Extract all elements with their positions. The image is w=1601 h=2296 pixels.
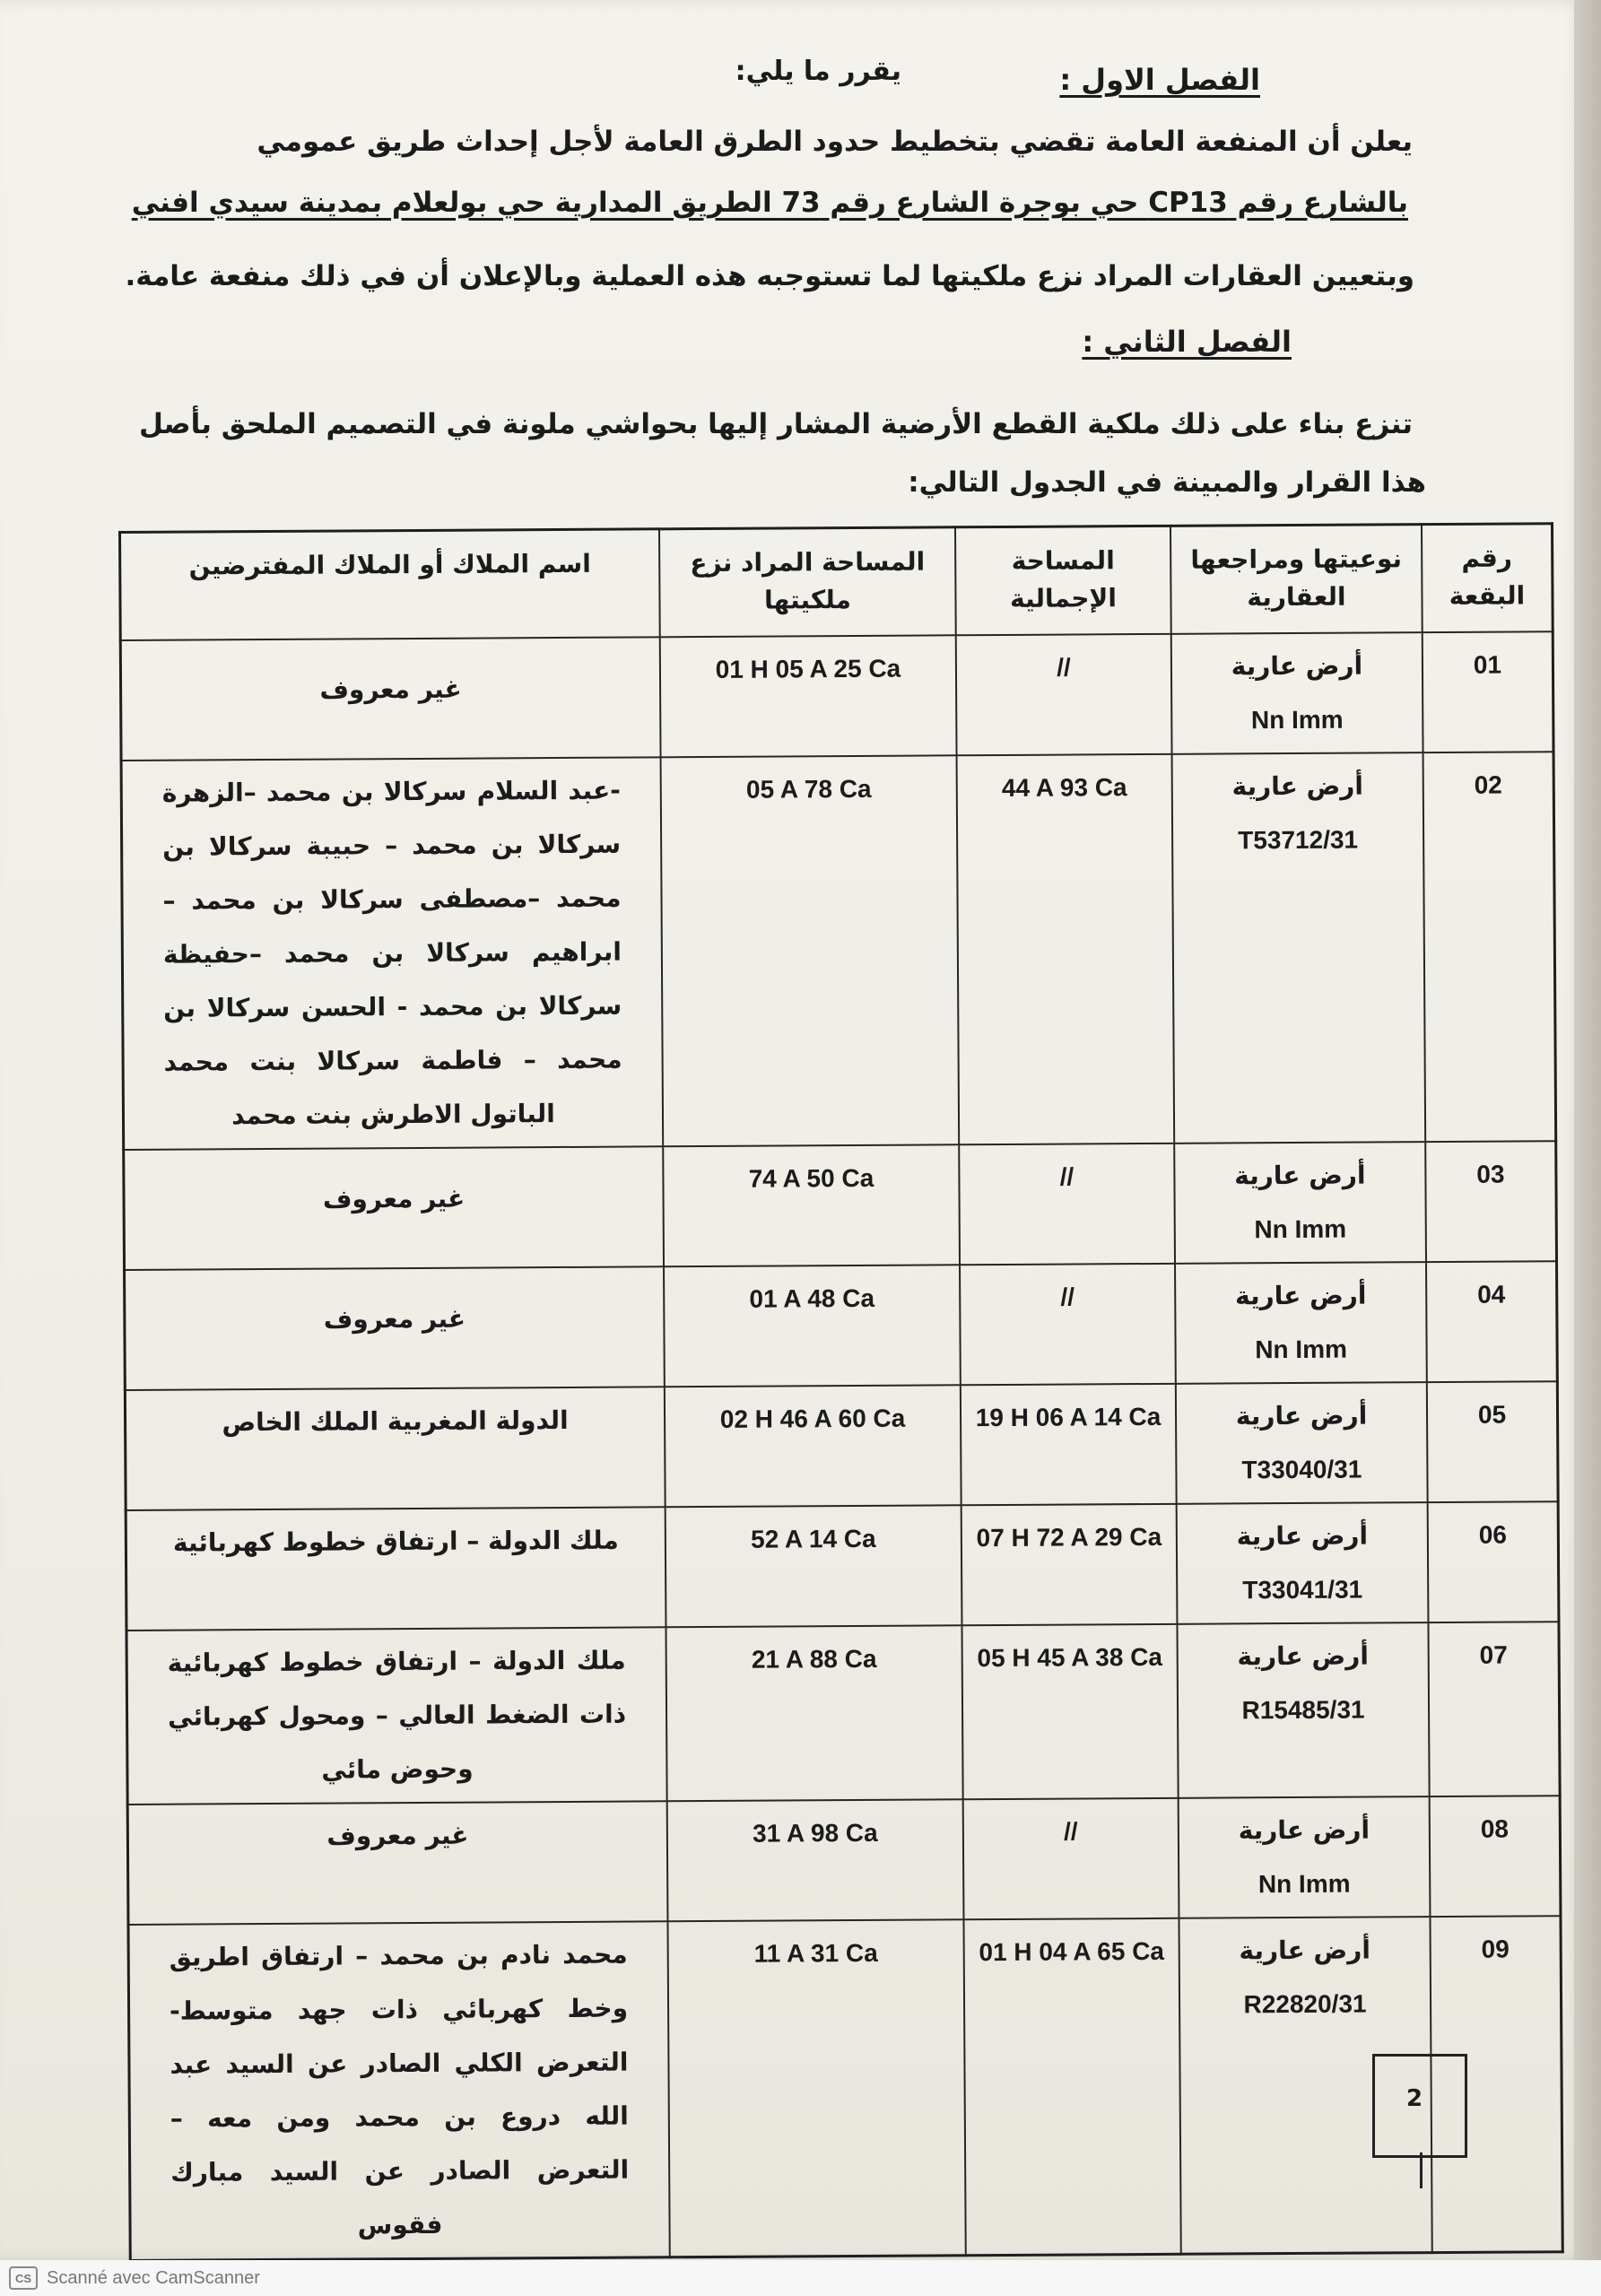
parcel-type: أرض عارية [1231,770,1364,801]
page-number: 2 [1406,2085,1423,2112]
parcel-type: أرض عارية [1234,1160,1366,1190]
parcel-reference: Nn Imm [1257,1869,1351,1898]
page-edge-shadow [1574,0,1601,2296]
parcel-expropriated-area: 31 A 98 Ca [667,1799,964,1921]
table-row [128,1916,1562,2260]
parcel-owner [128,1921,670,2260]
parcel-expropriated-area: 21 A 88 Ca [666,1625,962,1801]
parcel-type: أرض عارية [1237,1640,1369,1671]
parcel-total-area: 05 H 45 A 38 Ca [961,1623,1178,1798]
parcel-owner [127,1801,667,1925]
parcel-type-cell [1177,1502,1429,1624]
parcel-number: 06 [1428,1501,1559,1622]
parcel-reference: T53712/31 [1238,825,1359,854]
parcel-type: أرض عارية [1235,1400,1368,1431]
parcel-reference: Nn Imm [1254,1214,1347,1243]
parcels-table [118,522,1564,2261]
chapter2-line1: تنزع بناء على ذلك ملكية القطع الأرضية المشار إليها بحواشي ملونة في التصميم الملحق بأصل [139,408,1413,440]
parcel-owner [125,1387,665,1510]
parcel-owner-text: غير معروف [322,1183,466,1214]
parcel-type-cell [1171,632,1423,754]
parcel-reference: Nn Imm [1250,705,1344,734]
parcel-number: 08 [1430,1796,1561,1917]
parcel-expropriated-area: 02 H 46 A 60 Ca [665,1385,961,1507]
header-type-reference: نوعيتها ومراجعها العقارية [1170,525,1423,634]
parcel-owner [126,1507,666,1631]
page-number-tick [1420,2152,1423,2188]
chapter1-line2: بالشارع رقم CP13 حي بوجرة الشارع رقم 73 الطريق المدارية حي بولعلام بمدينة سيدي افني [131,187,1408,219]
header-owners: اسم الملاك أو الملاك المفترضين [120,529,660,640]
header-parcel-number: رقم البقعة [1422,524,1553,632]
parcel-owner [121,757,663,1150]
parcel-type-cell [1177,1622,1429,1798]
parcel-reference: T33041/31 [1242,1575,1363,1604]
table-row [120,631,1553,761]
table-row [126,1501,1559,1631]
chapter2-heading: الفصل الثاني : [1082,325,1292,359]
parcel-total-area: // [959,1143,1175,1264]
parcel-number: 01 [1423,631,1553,752]
table-header-row [120,524,1553,640]
parcel-owner [124,1146,664,1270]
parcel-owner-text: ملك الدولة – ارتفاق خطوط كهربائية ذات الضغط العالي – ومحول كهربائي وحوض مائي [167,1645,627,1785]
table-row [126,1622,1560,1805]
parcel-number: 04 [1426,1261,1557,1382]
parcel-expropriated-area: 01 A 48 Ca [664,1265,961,1387]
table-row [125,1381,1558,1510]
header-expropriated-area: المساحة المراد نزع ملكيتها [659,527,956,637]
decision-intro: يقرر ما يلي: [735,56,901,87]
parcel-owner-text: -عبد السلام سركالا بن محمد –الزهرة سركالا بن محمد – حبيبة سركالا بن محمد –مصطفى سركالا بن محمد –ابراهيم سركالا بن محمد –حفيظة سركالا بن محمد - الحسن سركالا بن محمد – فاطمة سركالا بنت محمد الباتول الاطرش بنت محمد [161,775,622,1130]
scanner-footer [0,2260,1601,2296]
parcel-expropriated-area: 11 A 31 Ca [667,1919,965,2257]
parcel-owner [126,1627,667,1805]
parcel-expropriated-area: 05 A 78 Ca [661,755,960,1146]
camscanner-logo-icon: CS [9,2266,38,2290]
table-row [127,1796,1561,1925]
parcel-type: أرض عارية [1238,1814,1370,1845]
parcel-owner-text: غير معروف [326,1820,469,1851]
parcel-type-cell [1172,752,1426,1144]
parcel-owner [120,637,660,761]
parcel-reference: R15485/31 [1241,1695,1365,1724]
parcel-number: 03 [1425,1141,1556,1262]
parcel-type-cell [1176,1382,1428,1504]
parcel-owner-text: محمد نادم بن محمد – ارتفاق اطريق وخط كهربائي ذات جهد متوسط- التعرض الكلي الصادر عن السيد عبد الله دروع بن محمد ومن معه – التعرض الصادر عن السيد مبارك فقوس [169,1939,630,2239]
chapter2-line2: هذا القرار والمبينة في الجدول التالي: [908,466,1426,499]
parcel-type-cell [1174,1142,1426,1264]
table-row [121,752,1556,1150]
parcel-reference: R22820/31 [1243,1989,1367,2018]
parcel-total-area: 01 H 04 A 65 Ca [963,1918,1180,2255]
parcel-number: 07 [1428,1622,1560,1796]
parcel-type: أرض عارية [1239,1935,1370,1965]
parcel-owner-text: غير معروف [319,674,462,705]
parcel-expropriated-area: 01 H 05 A 25 Ca [660,635,957,757]
parcel-owner-text: ملك الدولة – ارتفاق خطوط كهربائية [172,1525,619,1558]
parcel-owner [125,1266,665,1390]
parcel-total-area: // [956,633,1172,754]
parcel-total-area: // [960,1263,1176,1384]
parcel-number: 09 [1430,1916,1562,2252]
table-row [125,1261,1558,1390]
parcel-owner-text: الدولة المغربية الملك الخاص [222,1405,569,1437]
table-row [124,1141,1557,1270]
parcel-total-area: 19 H 06 A 14 Ca [961,1383,1177,1504]
chapter1-heading: الفصل الاول : [1059,63,1260,97]
parcel-expropriated-area: 52 A 14 Ca [666,1505,962,1627]
scanner-footer-text: Scanné avec CamScanner [47,2267,260,2288]
parcel-total-area: 44 A 93 Ca [957,753,1175,1144]
parcel-number: 02 [1423,752,1556,1142]
parcel-reference: T33040/31 [1241,1455,1362,1483]
chapter1-line1: يعلن أن المنفعة العامة تقضي بتخطيط حدود الطرق العامة لأجل إحداث طريق عمومي [257,126,1413,158]
parcel-type: أرض عارية [1231,650,1363,681]
parcel-type-cell [1179,1796,1431,1918]
parcel-expropriated-area: 74 A 50 Ca [663,1144,960,1266]
parcel-type-cell [1175,1262,1427,1384]
parcel-number: 05 [1427,1381,1558,1502]
header-total-area: المساحة الإجمالية [955,526,1171,634]
parcel-total-area: 07 H 72 A 29 Ca [961,1503,1178,1624]
parcel-total-area: // [963,1797,1179,1918]
parcel-owner-text: غير معروف [323,1303,466,1335]
parcel-type: أرض عارية [1234,1280,1367,1310]
parcel-reference: Nn Imm [1255,1335,1348,1363]
parcel-type: أرض عارية [1236,1520,1369,1551]
chapter1-line3: وبتعيين العقارات المراد نزع ملكيتها لما تستوجبه هذه العملية وبالإعلان أن في ذلك منفعة عامة. [125,260,1414,292]
